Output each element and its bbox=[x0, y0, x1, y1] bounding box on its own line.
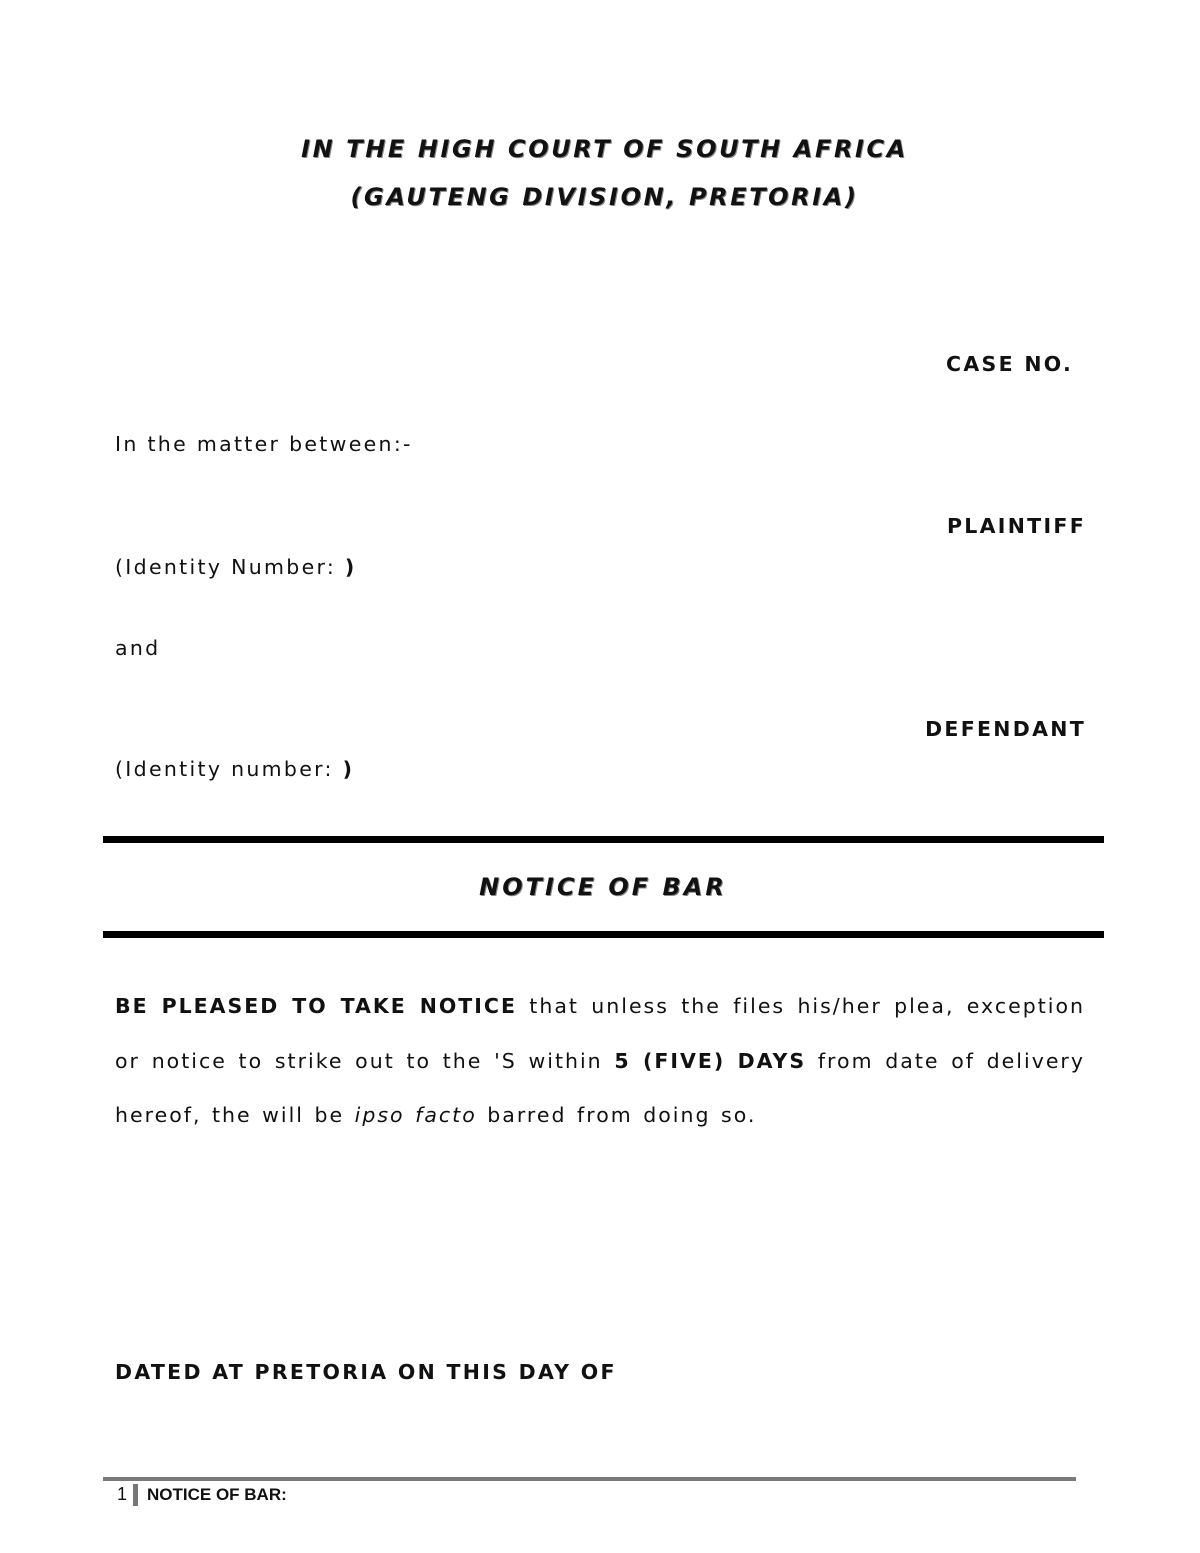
plaintiff-label: PLAINTIFF bbox=[946, 514, 1086, 538]
notice-title: NOTICE OF BAR bbox=[479, 873, 727, 901]
notice-ipso-facto: ipso facto bbox=[354, 1103, 477, 1127]
defendant-identity-prefix: (Identity number: bbox=[115, 757, 343, 781]
notice-line2-end: from date of delivery bbox=[806, 1049, 1085, 1073]
defendant-label: DEFENDANT bbox=[925, 717, 1086, 741]
and-text: and bbox=[115, 636, 161, 660]
notice-body-line-1 bbox=[115, 994, 1085, 1018]
top-divider-rule bbox=[103, 836, 1104, 843]
notice-lead-bold: BE PLEASED TO TAKE NOTICE bbox=[115, 994, 517, 1018]
court-division-heading: (GAUTENG DIVISION, PRETORIA) bbox=[350, 183, 859, 211]
notice-body-line-3 bbox=[115, 1103, 1085, 1127]
defendant-identity-number bbox=[115, 757, 354, 781]
plaintiff-identity-number bbox=[115, 555, 357, 579]
dated-at-line: DATED AT PRETORIA ON THIS DAY OF bbox=[115, 1360, 617, 1384]
defendant-identity-close: ) bbox=[342, 757, 355, 781]
plaintiff-identity-prefix: (Identity Number: bbox=[115, 555, 345, 579]
notice-line2-start: or notice to strike out to the 'S within bbox=[115, 1049, 615, 1073]
matter-between-text: In the matter between:- bbox=[115, 432, 413, 456]
bottom-divider-rule bbox=[103, 931, 1104, 938]
notice-line3-end: barred from doing so. bbox=[476, 1103, 757, 1127]
notice-line3-start: hereof, the will be bbox=[115, 1103, 355, 1127]
footer-page-number: 1 bbox=[117, 1484, 128, 1504]
notice-body-line-2 bbox=[115, 1049, 1085, 1073]
footer-rule bbox=[103, 1477, 1076, 1481]
footer-title: NOTICE OF BAR: bbox=[147, 1485, 287, 1504]
notice-line1-text: that unless the files his/her plea, exception bbox=[516, 994, 1085, 1018]
notice-days-bold: 5 (FIVE) DAYS bbox=[614, 1049, 807, 1073]
footer-separator bbox=[133, 1484, 138, 1506]
plaintiff-identity-close: ) bbox=[344, 555, 357, 579]
case-number-label: CASE NO. bbox=[946, 352, 1074, 376]
court-name-heading: IN THE HIGH COURT OF SOUTH AFRICA bbox=[301, 135, 908, 163]
